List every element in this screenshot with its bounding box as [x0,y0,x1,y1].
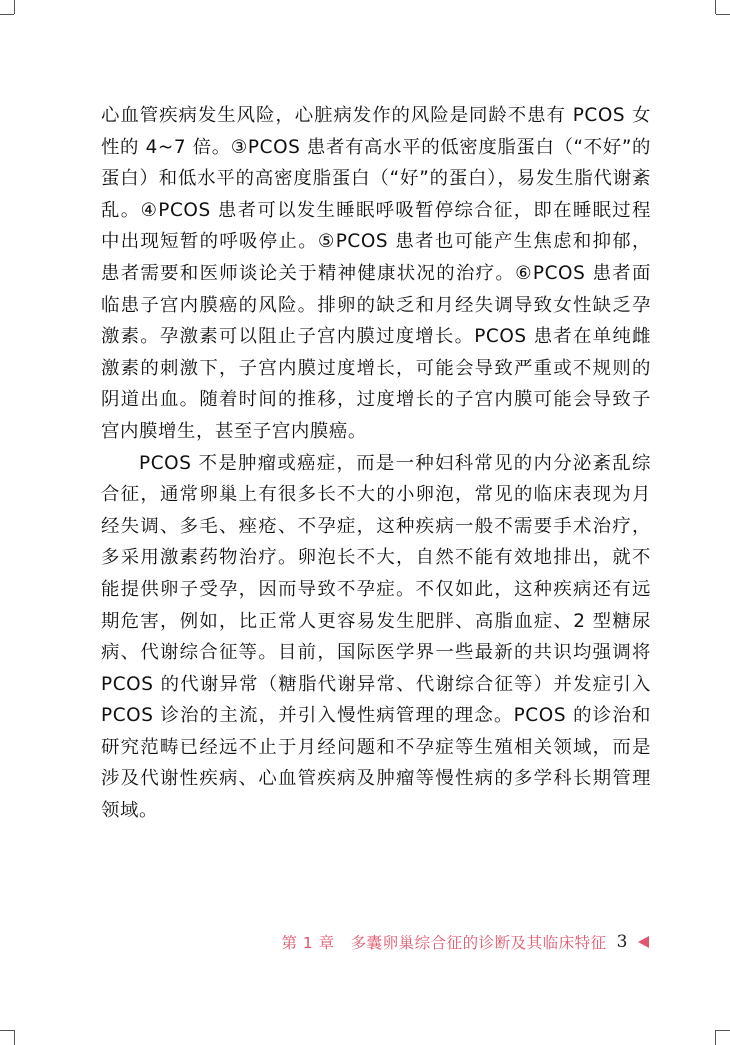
paragraph-pcos-overview: PCOS 不是肿瘤或癌症，而是一种妇科常见的内分泌紊乱综合征，通常卵巢上有很多长不大的小卵泡，常见的临床表现为月经失调、多毛、痤疮、不孕症，这种疾病一般不需要手术治疗，多采用激素药物治疗。卵泡长不大，自然不能有效地排出，就不能提供卵子受孕，因而导致不孕症。不仅如此，这种疾病还有远期危害，例如，比正常人更容易发生肥胖、高脂血症、2 型糖尿病、代谢综合征等。目前，国际医学界一些最新的共识均强调将 PCOS 的代谢异常（糖脂代谢异常、代谢综合征等）并发症引入 PCOS 诊治的主流，并引入慢性病管理的理念。PCOS 的诊治和研究范畴已经远不止于月经问题和不孕症等生殖相关领域，而是涉及代谢性疾病、心血管疾病及肿瘤等慢性病的多学科长期管理领域。 [101,452,651,822]
paragraph-continuation: 心血管疾病发生风险，心脏病发作的风险是同龄不患有 PCOS 女性的 4~7 倍。③PCOS 患者有高水平的低密度脂蛋白（“不好”的蛋白）和低水平的高密度脂蛋白（“好”的蛋白），易发生脂代谢紊乱。④PCOS 患者可以发生睡眠呼吸暂停综合征，即在睡眠过程中出现短暂的呼吸停止。⑤PCOS 患者也可能产生焦虑和抑郁，患者需要和医师谈论关于精神健康状况的治疗。⑥PCOS 患者面临患子宫内膜癌的风险。排卵的缺乏和月经失调导致女性缺乏孕激素。孕激素可以阻止子宫内膜过度增长。PCOS 患者在单纯雌激素的刺激下，子宫内膜过度增长，可能会导致严重或不规则的阴道出血。随着时间的推移，过度增长的子宫内膜可能会导致子宫内膜增生，甚至子宫内膜癌。 [101,105,651,442]
crop-mark-bottom-left [0,1030,14,1031]
crop-mark-top-right [716,14,730,15]
crop-mark-bottom-right [716,1030,730,1031]
crop-mark-top-left-v [14,0,15,14]
crop-mark-bottom-right-v [715,1030,716,1045]
body-text [101,100,651,827]
crop-mark-top-right-v [715,0,716,14]
running-footer [281,931,649,953]
chapter-title: 第 1 章 多囊卵巢综合征的诊断及其临床特征 [281,934,607,952]
crop-mark-bottom-left-v [14,1030,15,1045]
page-number: 3 [616,932,628,952]
crop-mark-top-left [0,14,14,15]
left-triangle-icon [638,936,649,948]
